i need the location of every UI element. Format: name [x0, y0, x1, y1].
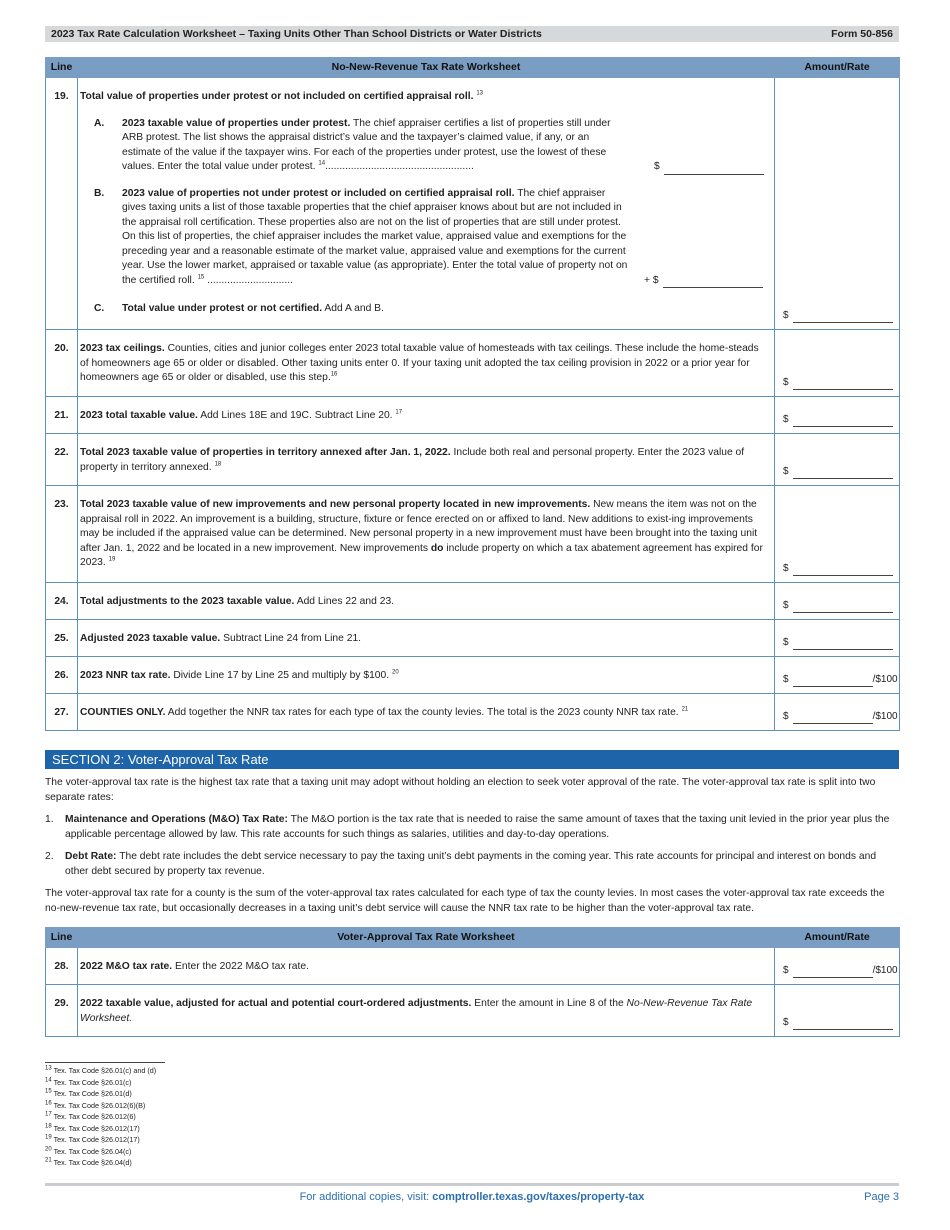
col-line-header: Line — [46, 928, 78, 948]
amount-prefix: $ — [783, 413, 789, 425]
line-number: 28. — [46, 948, 78, 985]
list-item-title: Maintenance and Operations (M&O) Tax Rate: — [65, 814, 288, 825]
line-29-amount-field[interactable] — [793, 1019, 893, 1030]
line-text-continued: include property on which a tax abatement agreement has expired for 2023. — [80, 542, 763, 568]
list-number: 1. — [45, 814, 54, 825]
line-number: 29. — [46, 985, 78, 1037]
amount-cell — [775, 397, 900, 434]
line-19-amount-field[interactable] — [793, 312, 893, 323]
amount-prefix: $ — [783, 599, 789, 611]
subline-title: Total value under protest or not certified. — [122, 303, 323, 314]
footnote-ref: 13 — [476, 90, 483, 97]
line-title: Adjusted 2023 taxable value. — [80, 633, 221, 644]
line-text: Add Lines 18E and 19C. Subtract Line 20. — [200, 410, 393, 421]
line-description — [78, 434, 775, 486]
line-28-rate-field[interactable] — [793, 967, 873, 978]
subline-key: C. — [94, 303, 105, 314]
list-item-text: The debt rate includes the debt service necessary to pay the taxing unit’s debt payments in the coming year. This rate accounts for principal and interest on bonds and other debt secured by property tax revenue. — [65, 851, 877, 877]
voter-approval-worksheet-table — [45, 927, 900, 1037]
subline-title: 2023 value of properties not under protest or included on certified appraisal roll. — [122, 187, 515, 199]
section-2-heading — [45, 750, 899, 769]
footnote: $^{14}$ Tex. Tax Code §26.01(c) — [45, 1077, 132, 1087]
table-row-26 — [46, 657, 900, 694]
table-header-row — [46, 928, 900, 948]
list-number: 2. — [45, 851, 54, 862]
table-row-27 — [46, 694, 900, 731]
col-amount-header: Amount/Rate — [775, 928, 900, 948]
footnote: $^{16}$ Tex. Tax Code §26.012(6)(B) — [45, 1100, 146, 1110]
amount-cell — [775, 985, 900, 1037]
line-number: 25. — [46, 620, 78, 657]
list-item — [45, 812, 897, 842]
footnote-ref: 16 — [330, 371, 338, 378]
amount-cell — [775, 620, 900, 657]
footnote-ref: 14 — [318, 160, 326, 167]
amount-prefix: $ — [783, 309, 789, 321]
section-2-intro: The voter-approval tax rate is the highest tax rate that a taxing unit may adopt without holding an election to seek voter approval of the rate. The voter-approval tax rate is split into two separate rates: — [45, 777, 876, 803]
subline-a-amount-field[interactable] — [664, 164, 764, 175]
line-number: 27. — [46, 694, 78, 731]
table-row-23 — [46, 486, 900, 583]
line-number: 21. — [46, 397, 78, 434]
line-21-amount-field[interactable] — [793, 416, 893, 427]
line-description — [78, 397, 775, 434]
line-20-amount-field[interactable] — [793, 379, 893, 390]
subline-a — [80, 117, 766, 175]
line-description — [78, 694, 775, 731]
line-number: 19. — [46, 78, 78, 330]
amount-cell — [775, 657, 900, 694]
worksheet-title: 2023 Tax Rate Calculation Worksheet – Taxing Units Other Than School Districts or Water Districts — [51, 28, 542, 40]
page-footer — [45, 1183, 899, 1203]
rate-unit: /$100 — [872, 964, 898, 976]
footnote: $^{18}$ Tex. Tax Code §26.012(17) — [45, 1123, 140, 1133]
footnote-ref: 18 — [214, 461, 222, 468]
line-description — [78, 620, 775, 657]
line-number: 23. — [46, 486, 78, 583]
line-description — [78, 486, 775, 583]
rate-unit: /$100 — [872, 673, 898, 685]
footnote-ref: 17 — [395, 409, 403, 416]
line-25-amount-field[interactable] — [793, 639, 893, 650]
amount-prefix: $ — [783, 964, 789, 976]
rate-unit: /$100 — [872, 710, 898, 722]
subline-key: A. — [94, 117, 105, 129]
footer-copies-note — [45, 1191, 899, 1203]
line-text: Divide Line 17 by Line 25 and multiply by $100. — [173, 670, 390, 681]
amount-prefix: $ — [783, 562, 789, 574]
line-number: 20. — [46, 330, 78, 397]
amount-prefix: $ — [783, 710, 789, 722]
line-23-amount-field[interactable] — [793, 565, 893, 576]
amount-cell — [775, 583, 900, 620]
amount-cell — [775, 78, 900, 330]
footnote-ref: 21 — [681, 706, 689, 713]
line-title: Total 2023 taxable value of new improvements and new personal property located in new improvements. — [80, 499, 591, 510]
subline-title: 2023 taxable value of properties under protest. — [122, 117, 351, 129]
table-row-22 — [46, 434, 900, 486]
amount-prefix: + $ — [644, 274, 659, 286]
col-line-header: Line — [46, 58, 78, 78]
subline-text: Add A and B. — [324, 303, 384, 314]
amount-cell — [775, 694, 900, 731]
footnote-ref: 19 — [108, 556, 116, 563]
leader-dots: .................................................... — [325, 161, 474, 172]
line-title: Total value of properties under protest or not included on certified appraisal roll. — [80, 91, 474, 102]
line-title: 2022 M&O tax rate. — [80, 961, 173, 972]
table-row-20 — [46, 330, 900, 397]
amount-prefix: $ — [654, 161, 660, 172]
footnote-divider — [45, 1062, 165, 1063]
list-item-title: Debt Rate: — [65, 851, 117, 862]
footer-link[interactable]: comptroller.texas.gov/taxes/property-tax — [432, 1191, 645, 1203]
line-title: 2022 taxable value, adjusted for actual and potential court-ordered adjustments. — [80, 998, 472, 1009]
col-amount-header: Amount/Rate — [775, 58, 900, 78]
footnote-ref: 15 — [197, 274, 205, 281]
amount-prefix: $ — [783, 376, 789, 388]
subline-c — [80, 302, 766, 317]
amount-cell — [775, 330, 900, 397]
line-description — [78, 330, 775, 397]
line-title: 2023 total taxable value. — [80, 410, 198, 421]
line-description — [78, 657, 775, 694]
table-row-29 — [46, 985, 900, 1037]
form-number: Form 50-856 — [831, 28, 893, 40]
line-description — [78, 78, 775, 330]
subline-text: The chief appraiser gives taxing units a list of those taxable properties that the chief appraiser knows about but are not included in the appraisal roll certification. These properties also are not on the list of properties that are still under protest. On this list of properties, the chief appraiser includes the market value, appraised value and exemptions for the preceding year and a reasonable estimate of the market value, appraised value and exemptions for the current year. Use the lower market, appraised or taxable value (as appropriate). Enter the total value of property not on the certified roll. — [122, 187, 628, 286]
line-number: 26. — [46, 657, 78, 694]
table-row-28 — [46, 948, 900, 985]
amount-prefix: $ — [783, 1016, 789, 1028]
subline-key: B. — [94, 187, 105, 199]
line-number: 22. — [46, 434, 78, 486]
amount-prefix: $ — [783, 636, 789, 648]
line-emphasis: do — [430, 542, 444, 554]
line-text: Add Lines 22 and 23. — [296, 596, 395, 607]
subline-text: The chief appraiser certifies a list of properties still under ARB protest. The list shows the appraisal district’s value and the taxpayer’s claimed value, if any, or an estimate of the value if the taxpayer wins. For each of the properties under protest, use the lowest of these values. Enter the total value under protest. — [122, 117, 611, 172]
line-title: COUNTIES ONLY. — [80, 707, 166, 718]
footnote: $^{13}$ Tex. Tax Code §26.01(c) and (d) — [45, 1065, 157, 1075]
line-title: Total 2023 taxable value of properties in territory annexed after Jan. 1, 2022. — [80, 447, 451, 458]
line-text: Counties, cities and junior colleges enter 2023 total taxable value of homesteads with tax ceilings. These include the home-steads of homeowners age 65 or older or disabled. Other taxing units enter 0. If your taxing unit adopted the tax ceiling provision in 2022 or a prior year for homeowners age 65 or older or disabled, use this step. — [80, 343, 759, 383]
nnr-worksheet-table — [45, 57, 900, 731]
amount-cell — [775, 486, 900, 583]
line-text: Subtract Line 24 from Line 21. — [223, 633, 362, 644]
footnotes — [45, 1065, 156, 1169]
page-number: Page 3 — [864, 1191, 899, 1203]
section-title: SECTION 2: Voter-Approval Tax Rate — [52, 752, 269, 767]
line-reference: No-New-Revenue Tax Rate Worksheet. — [80, 998, 753, 1024]
table-row-25 — [46, 620, 900, 657]
line-text: New means the item was not on the appraisal roll in 2022. An improvement is a building, structure, fixture or fence erected on or affixed to land. New additions to exist-ing improvements may be included if the appraised value can be determined. New personal property in a new improvement must have been brought into the taxing unit after Jan. 1, 2022 and be located in a new improvement. New improvements — [80, 499, 758, 554]
line-description — [78, 985, 775, 1037]
line-27-rate-field[interactable] — [793, 713, 873, 724]
line-22-amount-field[interactable] — [793, 468, 893, 479]
amount-prefix: $ — [783, 465, 789, 477]
section-2-closing: The voter-approval tax rate for a county is the sum of the voter-approval tax rates calculated for each type of tax the county levies. In most cases the voter-approval tax rate exceeds the no-new-revenue tax rate, but occasionally decreases in a taxing unit’s debt service will cause the NNR tax rate to be higher than the voter-approval tax rate. — [45, 888, 885, 914]
table-row-19 — [46, 78, 900, 330]
footnote: $^{17}$ Tex. Tax Code §26.012(6) — [45, 1111, 136, 1121]
footnote: $^{15}$ Tex. Tax Code §26.01(d) — [45, 1088, 132, 1098]
line-number: 24. — [46, 583, 78, 620]
footer-prefix: For additional copies, visit: — [299, 1191, 430, 1203]
col-title-header: No-New-Revenue Tax Rate Worksheet — [78, 58, 775, 78]
line-title: Total adjustments to the 2023 taxable value. — [80, 596, 295, 607]
line-26-rate-field[interactable] — [793, 676, 873, 687]
page-header — [45, 26, 899, 42]
amount-cell — [775, 434, 900, 486]
list-item — [45, 849, 897, 879]
table-row-21 — [46, 397, 900, 434]
footnote: $^{19}$ Tex. Tax Code §26.012(17) — [45, 1134, 140, 1144]
line-text: Enter the amount in Line 8 of the — [474, 998, 624, 1009]
subline-b — [80, 187, 766, 289]
footnote: $^{20}$ Tex. Tax Code §26.04(c) — [45, 1146, 132, 1156]
line-24-amount-field[interactable] — [793, 602, 893, 613]
line-text: Enter the 2022 M&O tax rate. — [175, 961, 309, 972]
table-row-24 — [46, 583, 900, 620]
subline-b-amount-field[interactable] — [663, 277, 763, 288]
footnote-ref: 20 — [392, 669, 399, 676]
line-text: Include both real and personal property. Enter the 2023 value of property in territory annexed. — [80, 447, 745, 473]
line-description — [78, 948, 775, 985]
line-title: 2023 NNR tax rate. — [80, 670, 171, 681]
footnote: $^{21}$ Tex. Tax Code §26.04(d) — [45, 1157, 132, 1167]
line-description — [78, 583, 775, 620]
leader-dots: .............................. — [207, 274, 293, 286]
amount-cell — [775, 948, 900, 985]
list-item-text: The M&O portion is the tax rate that is needed to raise the same amount of taxes that the taxing unit levied in the prior year plus the applicable percentage allowed by law. This rate accounts for such things as salaries, utilities and day-to-day operations. — [65, 814, 890, 840]
amount-prefix: $ — [783, 673, 789, 685]
table-header-row — [46, 58, 900, 78]
line-text: Add together the NNR tax rates for each type of tax the county levies. The total is the 2023 county NNR tax rate. — [167, 707, 679, 718]
line-title: 2023 tax ceilings. — [80, 343, 165, 354]
col-title-header: Voter-Approval Tax Rate Worksheet — [78, 928, 775, 948]
